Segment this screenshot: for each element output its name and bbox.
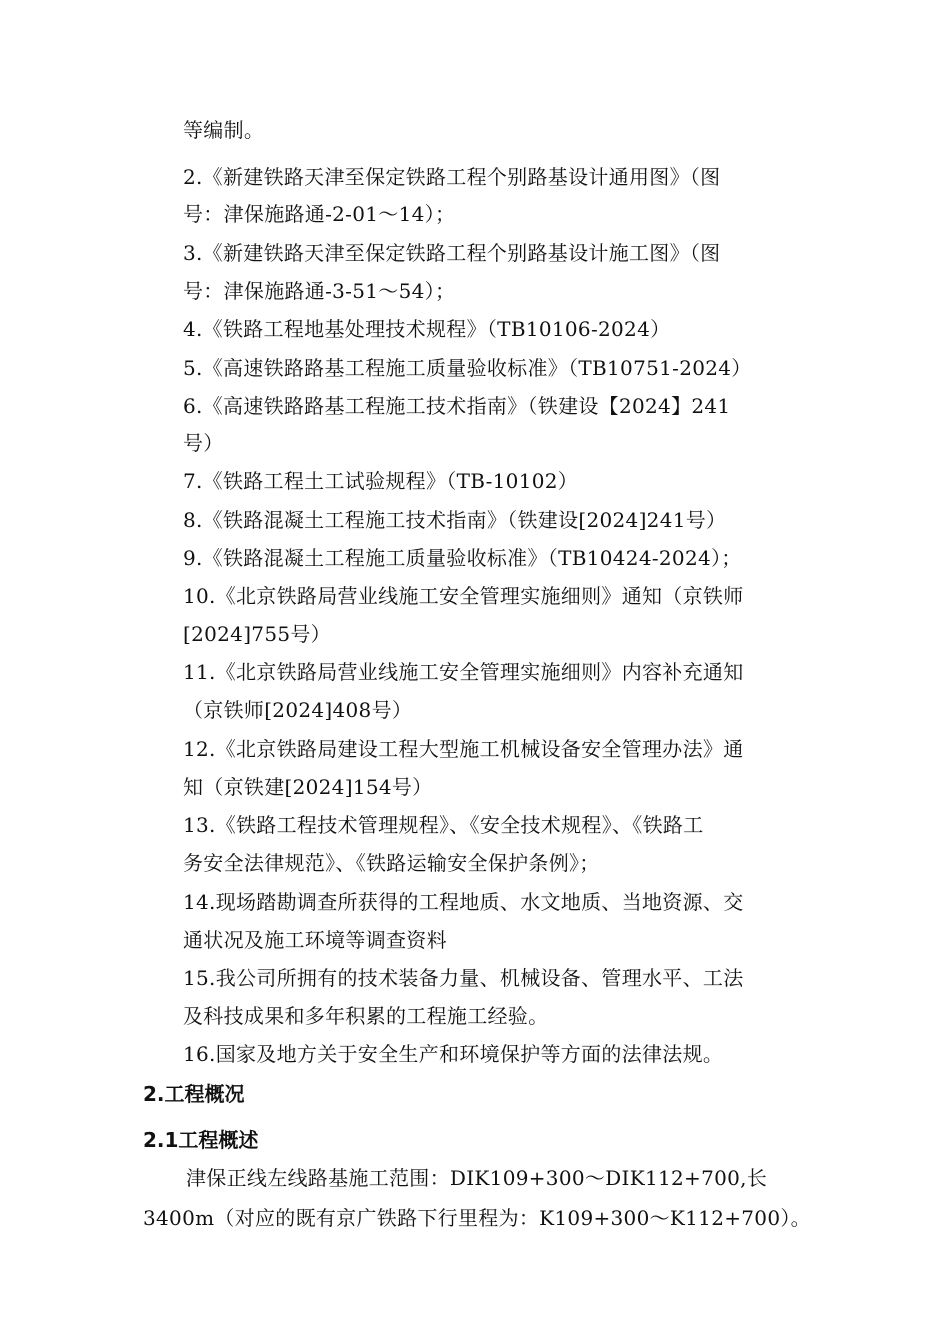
section-heading: 2.工程概况 [143,1082,245,1106]
reference-item-15-line-2: 及科技成果和多年积累的工程施工经验。 [183,1004,549,1028]
reference-item-8: 8.《铁路混凝土工程施工技术指南》（铁建设[2024]241号） [183,508,727,532]
reference-item-13-line-1: 13.《铁路工程技术管理规程》、《安全技术规程》、《铁路工 [183,813,704,837]
reference-item-12-line-2: 知（京铁建[2024]154号） [183,775,433,799]
reference-item-2-line-1: 2.《新建铁路天津至保定铁路工程个别路基设计通用图》（图 [183,165,721,189]
reference-item-3-line-2: 号：津保施路通-3-51～54）； [183,279,456,303]
reference-item-14-line-1: 14.现场踏勘调查所获得的工程地质、水文地质、当地资源、交 [183,890,744,914]
reference-item-10-line-2: [2024]755号） [183,622,331,646]
overview-paragraph-line-2: 3400m（对应的既有京广铁路下行里程为：K109+300～K112+700）。 [143,1206,811,1230]
reference-item-5: 5.《高速铁路路基工程施工质量验收标准》（TB10751-2024） [183,356,752,380]
reference-item-16: 16.国家及地方关于安全生产和环境保护等方面的法律法规。 [183,1042,724,1066]
reference-item-6-line-1: 6.《高速铁路路基工程施工技术指南》（铁建设【2024】241 [183,394,731,418]
reference-item-9: 9.《铁路混凝土工程施工质量验收标准》（TB10424-2024）； [183,546,742,570]
reference-item-14-line-2: 通状况及施工环境等调查资料 [183,928,447,952]
reference-item-10-line-1: 10.《北京铁路局营业线施工安全管理实施细则》通知（京铁师 [183,584,744,608]
reference-item-3-line-1: 3.《新建铁路天津至保定铁路工程个别路基设计施工图》（图 [183,241,721,265]
reference-intro-tail: 等编制。 [183,118,265,142]
reference-item-15-line-1: 15.我公司所拥有的技术装备力量、机械设备、管理水平、工法 [183,966,744,990]
reference-item-4: 4.《铁路工程地基处理技术规程》（TB10106-2024） [183,317,671,341]
subsection-heading: 2.1工程概述 [143,1128,259,1152]
reference-item-6-line-2: 号） [183,431,224,455]
reference-item-11-line-2: （京铁师[2024]408号） [183,698,413,722]
reference-item-7: 7.《铁路工程土工试验规程》（TB-10102） [183,469,579,493]
reference-item-13-line-2: 务安全法律规范》、《铁路运输安全保护条例》； [183,851,600,875]
overview-paragraph-line-1: 津保正线左线路基施工范围：DIK109+300～DIK112+700,长 [186,1166,768,1190]
reference-item-12-line-1: 12.《北京铁路局建设工程大型施工机械设备安全管理办法》通 [183,737,744,761]
reference-item-2-line-2: 号：津保施路通-2-01～14）； [183,202,456,226]
reference-item-11-line-1: 11.《北京铁路局营业线施工安全管理实施细则》内容补充通知 [183,660,744,684]
